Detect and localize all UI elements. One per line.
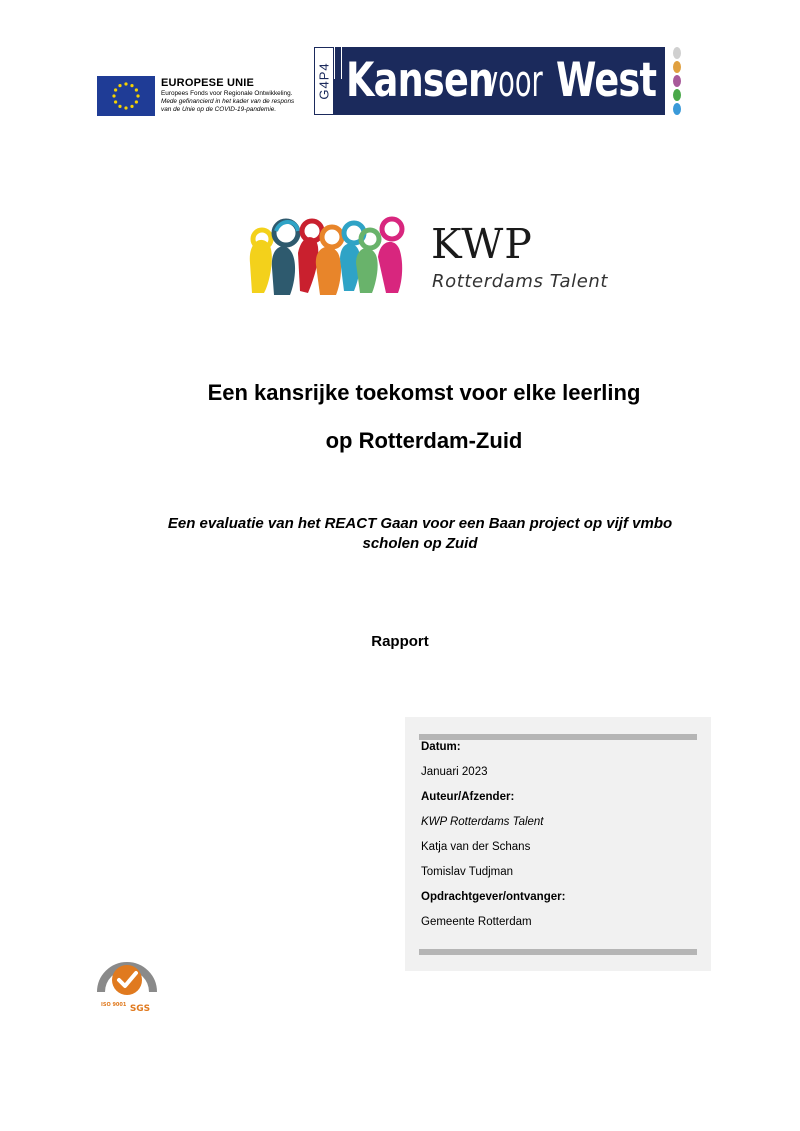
eu-star-icon xyxy=(118,105,121,108)
g4p4-tag xyxy=(314,47,334,115)
sgs-iso: ISO 9001 xyxy=(101,1002,127,1008)
eu-star-icon xyxy=(112,94,115,97)
datum-value: Januari 2023 xyxy=(421,766,488,778)
dot-blue-icon xyxy=(673,103,681,115)
eu-star-icon xyxy=(118,84,121,87)
kansen-voor-west-logo xyxy=(314,47,665,115)
dot-purple-icon xyxy=(673,75,681,87)
eu-flag-icon xyxy=(97,76,155,116)
opdracht-value: Gemeente Rotterdam xyxy=(421,916,532,928)
document-type: Rapport xyxy=(371,633,429,650)
roman-two-icon xyxy=(334,47,342,79)
eu-title: EUROPESE UNIE xyxy=(161,77,255,89)
g4p4-label: G4P4 xyxy=(316,62,332,100)
eu-line-3: van de Unie op de COVID-19-pandemie. xyxy=(161,106,277,113)
eu-line-2: Mede gefinancierd in het kader van de respons xyxy=(161,98,295,105)
eu-star-icon xyxy=(114,88,117,91)
sgs-brand: SGS xyxy=(129,1004,151,1012)
voor-word: voor xyxy=(482,56,543,107)
eu-logo xyxy=(97,76,312,116)
info-box xyxy=(405,717,711,971)
eu-star-icon xyxy=(114,100,117,103)
datum-label: Datum: xyxy=(421,741,461,753)
info-bottom-bar xyxy=(419,949,697,955)
eu-line-1: Europees Fonds voor Regionale Ontwikkeling. xyxy=(161,90,293,97)
dot-grey-icon xyxy=(673,47,681,59)
eu-star-icon xyxy=(135,100,138,103)
kansen-banner xyxy=(334,47,665,115)
dot-orange-icon xyxy=(673,61,681,73)
opdracht-label: Opdrachtgever/ontvanger: xyxy=(421,891,566,903)
kwp-title: KWP xyxy=(431,220,533,268)
eu-star-icon xyxy=(130,84,133,87)
info-top-bar xyxy=(419,734,697,740)
auteur-org: KWP Rotterdams Talent xyxy=(421,816,544,828)
west-word: West xyxy=(556,53,657,108)
eu-star-icon xyxy=(135,88,138,91)
color-dots xyxy=(673,47,683,115)
document-subtitle xyxy=(120,514,720,554)
sgs-arc-text: SYSTEM CERTIFICATION xyxy=(108,954,146,958)
sgs-certification-icon xyxy=(95,948,159,1012)
eu-star-icon xyxy=(124,106,127,109)
auteur-label: Auteur/Afzender: xyxy=(421,791,515,803)
subtitle-line-2: scholen op Zuid xyxy=(362,535,478,552)
kwp-figures-icon xyxy=(246,213,408,297)
dot-green-icon xyxy=(673,89,681,101)
subtitle-line-1: Een evaluatie van het REACT Gaan voor een Baan project op vijf vmbo xyxy=(167,515,673,532)
kwp-subtitle: Rotterdams Talent xyxy=(432,271,609,292)
eu-star-icon xyxy=(130,105,133,108)
document-title-line-1: Een kansrijke toekomst voor elke leerling xyxy=(207,380,641,405)
auteur-1: Katja van der Schans xyxy=(421,841,531,853)
document-title-line-2: op Rotterdam-Zuid xyxy=(325,428,523,453)
kansen-word: Kansen xyxy=(346,53,494,108)
auteur-2: Tomislav Tudjman xyxy=(421,866,514,878)
eu-star-icon xyxy=(124,82,127,85)
eu-star-icon xyxy=(136,94,139,97)
